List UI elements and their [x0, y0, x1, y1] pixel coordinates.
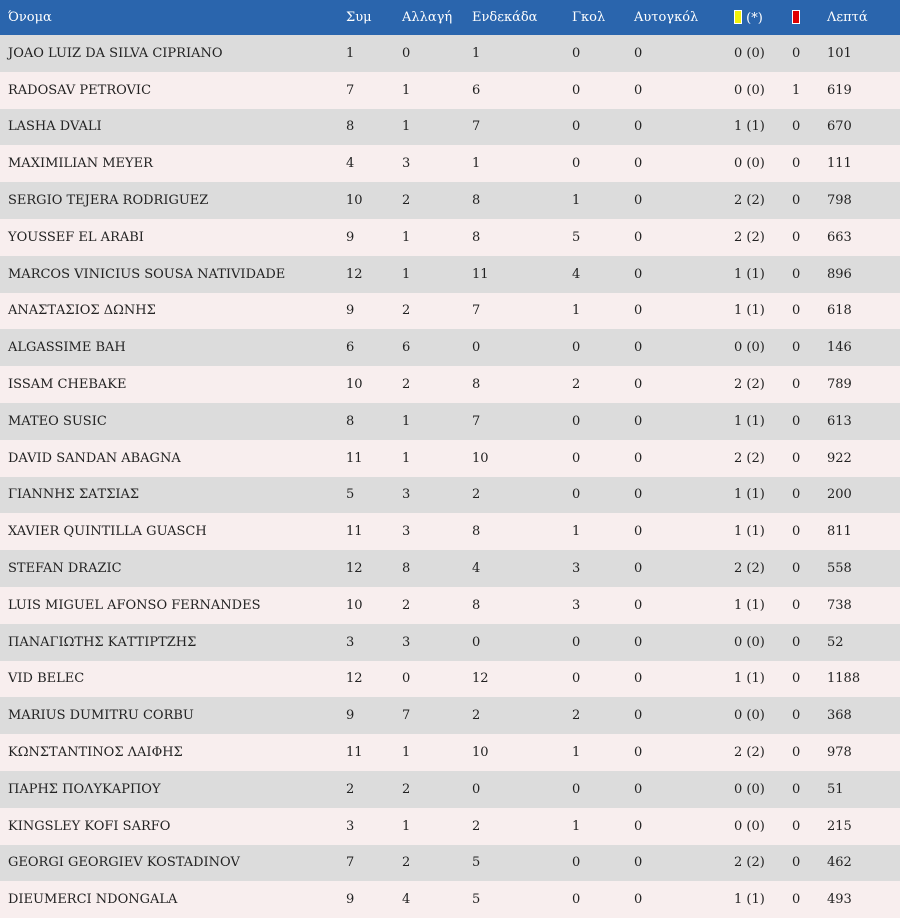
cell-goals: 0	[572, 892, 581, 908]
table-row	[0, 513, 900, 550]
cell-name[interactable]: ΓΙΑΝΝΗΣ ΣΑΤΣΙΑΣ	[8, 487, 140, 503]
cell-substitutions: 1	[402, 82, 411, 98]
cell-minutes: 52	[827, 634, 844, 650]
cell-substitutions: 1	[402, 119, 411, 135]
cell-own-goals: 0	[634, 82, 643, 98]
cell-red-cards: 0	[792, 156, 801, 172]
cell-own-goals: 0	[634, 708, 643, 724]
cell-own-goals: 0	[634, 671, 643, 687]
cell-substitutions: 3	[402, 634, 411, 650]
cell-yellow-cards: 1 (1)	[734, 487, 765, 503]
cell-own-goals: 0	[634, 119, 643, 135]
cell-own-goals: 0	[634, 524, 643, 540]
cell-starting: 2	[472, 708, 481, 724]
cell-minutes: 619	[827, 82, 852, 98]
cell-name[interactable]: VID BELEC	[8, 671, 85, 687]
cell-goals: 0	[572, 855, 581, 871]
cell-minutes: 111	[827, 156, 852, 172]
cell-appearances: 10	[346, 597, 363, 613]
cell-starting: 8	[472, 597, 481, 613]
cell-minutes: 51	[827, 781, 844, 797]
table-row	[0, 293, 900, 330]
cell-own-goals: 0	[634, 45, 643, 61]
table-row	[0, 145, 900, 182]
cell-minutes: 789	[827, 377, 852, 393]
cell-goals: 0	[572, 119, 581, 135]
cell-red-cards: 0	[792, 745, 801, 761]
cell-minutes: 215	[827, 818, 852, 834]
cell-own-goals: 0	[634, 487, 643, 503]
cell-red-cards: 0	[792, 818, 801, 834]
cell-starting: 7	[472, 119, 481, 135]
cell-name[interactable]: JOAO LUIZ DA SILVA CIPRIANO	[8, 45, 223, 61]
cell-appearances: 7	[346, 855, 355, 871]
cell-red-cards: 0	[792, 892, 801, 908]
cell-yellow-cards: 0 (0)	[734, 818, 765, 834]
column-header-starting[interactable]: Ενδεκάδα	[472, 10, 538, 25]
cell-name[interactable]: MARIUS DUMITRU CORBU	[8, 708, 194, 724]
cell-minutes: 613	[827, 413, 852, 429]
cell-own-goals: 0	[634, 597, 643, 613]
table-row	[0, 845, 900, 882]
cell-yellow-cards: 1 (1)	[734, 413, 765, 429]
cell-name[interactable]: ΠΑΝΑΓΙΩΤΗΣ ΚΑΤΤΙΡΤΖΗΣ	[8, 634, 197, 650]
cell-name[interactable]: ALGASSIME BAH	[8, 340, 126, 356]
column-header-appearances[interactable]: Συμ	[346, 10, 372, 25]
cell-name[interactable]: MAXIMILIAN MEYER	[8, 156, 153, 172]
cell-red-cards: 0	[792, 413, 801, 429]
cell-minutes: 978	[827, 745, 852, 761]
cell-own-goals: 0	[634, 413, 643, 429]
cell-substitutions: 1	[402, 745, 411, 761]
cell-name[interactable]: ΚΩΝΣΤΑΝΤΙΝΟΣ ΛΑΙΦΗΣ	[8, 745, 183, 761]
cell-goals: 0	[572, 634, 581, 650]
cell-starting: 6	[472, 82, 481, 98]
cell-yellow-cards: 0 (0)	[734, 82, 765, 98]
table-row	[0, 771, 900, 808]
cell-own-goals: 0	[634, 855, 643, 871]
cell-name[interactable]: LUIS MIGUEL AFONSO FERNANDES	[8, 597, 261, 613]
header-row	[0, 0, 900, 35]
table-row	[0, 182, 900, 219]
cell-name[interactable]: RADOSAV PETROVIC	[8, 82, 152, 98]
cell-substitutions: 3	[402, 524, 411, 540]
cell-minutes: 493	[827, 892, 852, 908]
cell-yellow-cards: 1 (1)	[734, 892, 765, 908]
cell-red-cards: 0	[792, 45, 801, 61]
yellow-card-suffix: (*)	[746, 10, 763, 26]
cell-own-goals: 0	[634, 892, 643, 908]
cell-red-cards: 0	[792, 340, 801, 356]
cell-appearances: 9	[346, 892, 355, 908]
cell-name[interactable]: ΠΑΡΗΣ ΠΟΛΥΚΑΡΠΟΥ	[8, 781, 161, 797]
cell-appearances: 11	[346, 745, 363, 761]
cell-minutes: 558	[827, 561, 852, 577]
cell-appearances: 3	[346, 634, 355, 650]
cell-goals: 1	[572, 193, 581, 209]
cell-red-cards: 0	[792, 119, 801, 135]
cell-red-cards: 0	[792, 855, 801, 871]
cell-minutes: 738	[827, 597, 852, 613]
cell-appearances: 6	[346, 340, 355, 356]
cell-goals: 1	[572, 524, 581, 540]
cell-goals: 0	[572, 781, 581, 797]
table-row	[0, 219, 900, 256]
cell-minutes: 811	[827, 524, 852, 540]
cell-own-goals: 0	[634, 193, 643, 209]
cell-own-goals: 0	[634, 156, 643, 172]
cell-yellow-cards: 1 (1)	[734, 303, 765, 319]
cell-starting: 0	[472, 340, 481, 356]
cell-yellow-cards: 0 (0)	[734, 708, 765, 724]
column-header-yellow-cards[interactable]	[726, 0, 784, 35]
cell-red-cards: 0	[792, 561, 801, 577]
cell-starting: 8	[472, 229, 481, 245]
cell-yellow-cards: 2 (2)	[734, 855, 765, 871]
table-row	[0, 550, 900, 587]
cell-red-cards: 0	[792, 377, 801, 393]
cell-substitutions: 1	[402, 229, 411, 245]
cell-goals: 0	[572, 45, 581, 61]
cell-appearances: 1	[346, 45, 355, 61]
column-header-own-goals[interactable]: Αυτογκόλ	[634, 10, 699, 25]
cell-starting: 12	[472, 671, 489, 687]
cell-goals: 5	[572, 229, 581, 245]
cell-goals: 1	[572, 303, 581, 319]
cell-substitutions: 3	[402, 487, 411, 503]
table-row	[0, 881, 900, 918]
cell-appearances: 10	[346, 377, 363, 393]
cell-substitutions: 1	[402, 450, 411, 466]
cell-substitutions: 2	[402, 193, 411, 209]
cell-starting: 0	[472, 781, 481, 797]
column-header-goals[interactable]: Γκολ	[572, 10, 606, 25]
cell-name[interactable]: ΑΝΑΣΤΑΣΙΟΣ ΔΩΝΗΣ	[8, 303, 156, 319]
cell-yellow-cards: 2 (2)	[734, 561, 765, 577]
table-body	[0, 35, 900, 918]
cell-yellow-cards: 2 (2)	[734, 193, 765, 209]
cell-appearances: 11	[346, 524, 363, 540]
cell-starting: 2	[472, 487, 481, 503]
cell-own-goals: 0	[634, 266, 643, 282]
table-row	[0, 403, 900, 440]
cell-substitutions: 1	[402, 818, 411, 834]
cell-starting: 11	[472, 266, 489, 282]
cell-red-cards: 1	[792, 82, 801, 98]
cell-appearances: 11	[346, 450, 363, 466]
cell-own-goals: 0	[634, 561, 643, 577]
table-row	[0, 366, 900, 403]
cell-name[interactable]: MARCOS VINICIUS SOUSA NATIVIDADE	[8, 266, 286, 282]
cell-minutes: 368	[827, 708, 852, 724]
cell-yellow-cards: 1 (1)	[734, 597, 765, 613]
cell-substitutions: 1	[402, 413, 411, 429]
cell-starting: 7	[472, 303, 481, 319]
cell-goals: 3	[572, 561, 581, 577]
cell-appearances: 12	[346, 561, 363, 577]
column-header-substitutions[interactable]: Αλλαγή	[402, 10, 453, 25]
cell-goals: 0	[572, 413, 581, 429]
cell-own-goals: 0	[634, 377, 643, 393]
cell-appearances: 12	[346, 671, 363, 687]
cell-own-goals: 0	[634, 781, 643, 797]
cell-minutes: 663	[827, 229, 852, 245]
cell-yellow-cards: 2 (2)	[734, 450, 765, 466]
cell-appearances: 7	[346, 82, 355, 98]
cell-red-cards: 0	[792, 303, 801, 319]
cell-yellow-cards: 1 (1)	[734, 671, 765, 687]
cell-goals: 0	[572, 82, 581, 98]
cell-name[interactable]: MATEO SUSIC	[8, 413, 107, 429]
cell-minutes: 146	[827, 340, 852, 356]
cell-substitutions: 0	[402, 45, 411, 61]
cell-name[interactable]: DAVID SANDAN ABAGNA	[8, 450, 181, 466]
cell-red-cards: 0	[792, 597, 801, 613]
cell-goals: 0	[572, 671, 581, 687]
table-row	[0, 697, 900, 734]
cell-yellow-cards: 0 (0)	[734, 781, 765, 797]
cell-minutes: 200	[827, 487, 852, 503]
cell-name[interactable]: LASHA DVALI	[8, 119, 102, 135]
cell-appearances: 2	[346, 781, 355, 797]
cell-appearances: 12	[346, 266, 363, 282]
cell-appearances: 9	[346, 303, 355, 319]
cell-goals: 1	[572, 745, 581, 761]
table-row	[0, 440, 900, 477]
cell-red-cards: 0	[792, 708, 801, 724]
cell-yellow-cards: 0 (0)	[734, 340, 765, 356]
cell-red-cards: 0	[792, 671, 801, 687]
cell-own-goals: 0	[634, 303, 643, 319]
cell-starting: 0	[472, 634, 481, 650]
cell-red-cards: 0	[792, 450, 801, 466]
cell-appearances: 3	[346, 818, 355, 834]
cell-red-cards: 0	[792, 524, 801, 540]
cell-substitutions: 2	[402, 377, 411, 393]
cell-starting: 8	[472, 524, 481, 540]
cell-red-cards: 0	[792, 266, 801, 282]
cell-appearances: 9	[346, 708, 355, 724]
cell-minutes: 618	[827, 303, 852, 319]
cell-appearances: 8	[346, 413, 355, 429]
cell-starting: 10	[472, 450, 489, 466]
cell-substitutions: 2	[402, 303, 411, 319]
cell-starting: 5	[472, 892, 481, 908]
cell-name[interactable]: XAVIER QUINTILLA GUASCH	[8, 524, 207, 540]
cell-name[interactable]: GEORGI GEORGIEV KOSTADINOV	[8, 855, 240, 871]
cell-yellow-cards: 2 (2)	[734, 229, 765, 245]
cell-starting: 2	[472, 818, 481, 834]
cell-yellow-cards: 0 (0)	[734, 634, 765, 650]
cell-name[interactable]: YOUSSEF EL ARABI	[8, 229, 144, 245]
cell-minutes: 1188	[827, 671, 861, 687]
cell-starting: 1	[472, 45, 481, 61]
cell-minutes: 922	[827, 450, 852, 466]
cell-yellow-cards: 1 (1)	[734, 524, 765, 540]
cell-own-goals: 0	[634, 634, 643, 650]
cell-appearances: 9	[346, 229, 355, 245]
cell-appearances: 8	[346, 119, 355, 135]
cell-name[interactable]: KINGSLEY KOFI SARFO	[8, 818, 171, 834]
cell-starting: 4	[472, 561, 481, 577]
table-row	[0, 734, 900, 771]
cell-minutes: 670	[827, 119, 852, 135]
cell-substitutions: 7	[402, 708, 411, 724]
cell-minutes: 896	[827, 266, 852, 282]
column-header-red-cards[interactable]	[784, 0, 819, 35]
cell-name[interactable]: DIEUMERCI NDONGALA	[8, 892, 178, 908]
cell-minutes: 462	[827, 855, 852, 871]
table-row	[0, 35, 900, 72]
cell-own-goals: 0	[634, 818, 643, 834]
cell-red-cards: 0	[792, 781, 801, 797]
cell-goals: 0	[572, 340, 581, 356]
cell-substitutions: 2	[402, 855, 411, 871]
cell-red-cards: 0	[792, 229, 801, 245]
cell-substitutions: 1	[402, 266, 411, 282]
cell-substitutions: 2	[402, 597, 411, 613]
cell-yellow-cards: 1 (1)	[734, 119, 765, 135]
cell-goals: 0	[572, 487, 581, 503]
cell-appearances: 5	[346, 487, 355, 503]
cell-name[interactable]: ISSAM CHEBAKE	[8, 377, 127, 393]
cell-goals: 2	[572, 377, 581, 393]
cell-goals: 0	[572, 156, 581, 172]
cell-substitutions: 8	[402, 561, 411, 577]
cell-goals: 1	[572, 818, 581, 834]
cell-appearances: 10	[346, 193, 363, 209]
table-row	[0, 72, 900, 109]
table-row	[0, 808, 900, 845]
cell-minutes: 798	[827, 193, 852, 209]
cell-yellow-cards: 1 (1)	[734, 266, 765, 282]
cell-substitutions: 2	[402, 781, 411, 797]
cell-goals: 4	[572, 266, 581, 282]
table-row	[0, 109, 900, 146]
table-row	[0, 587, 900, 624]
cell-red-cards: 0	[792, 193, 801, 209]
cell-own-goals: 0	[634, 229, 643, 245]
column-header-name[interactable]: Όνομα	[8, 10, 52, 25]
cell-red-cards: 0	[792, 487, 801, 503]
cell-starting: 8	[472, 193, 481, 209]
cell-goals: 2	[572, 708, 581, 724]
cell-own-goals: 0	[634, 340, 643, 356]
cell-substitutions: 0	[402, 671, 411, 687]
cell-own-goals: 0	[634, 450, 643, 466]
red-card-icon	[792, 10, 800, 24]
cell-name[interactable]: STEFAN DRAZIC	[8, 561, 122, 577]
cell-yellow-cards: 0 (0)	[734, 45, 765, 61]
table-row	[0, 256, 900, 293]
column-header-minutes[interactable]: Λεπτά	[827, 10, 868, 25]
cell-goals: 3	[572, 597, 581, 613]
cell-substitutions: 4	[402, 892, 411, 908]
table-header	[0, 0, 900, 35]
table-row	[0, 477, 900, 514]
table-row	[0, 624, 900, 661]
cell-starting: 5	[472, 855, 481, 871]
yellow-card-icon	[734, 10, 742, 24]
cell-starting: 8	[472, 377, 481, 393]
cell-starting: 7	[472, 413, 481, 429]
cell-goals: 0	[572, 450, 581, 466]
cell-yellow-cards: 0 (0)	[734, 156, 765, 172]
cell-name[interactable]: SERGIO TEJERA RODRIGUEZ	[8, 193, 209, 209]
cell-substitutions: 6	[402, 340, 411, 356]
cell-appearances: 4	[346, 156, 355, 172]
table-row	[0, 661, 900, 698]
cell-substitutions: 3	[402, 156, 411, 172]
table-row	[0, 329, 900, 366]
cell-yellow-cards: 2 (2)	[734, 745, 765, 761]
cell-yellow-cards: 2 (2)	[734, 377, 765, 393]
cell-starting: 1	[472, 156, 481, 172]
cell-red-cards: 0	[792, 634, 801, 650]
cell-own-goals: 0	[634, 745, 643, 761]
cell-minutes: 101	[827, 45, 852, 61]
cell-starting: 10	[472, 745, 489, 761]
